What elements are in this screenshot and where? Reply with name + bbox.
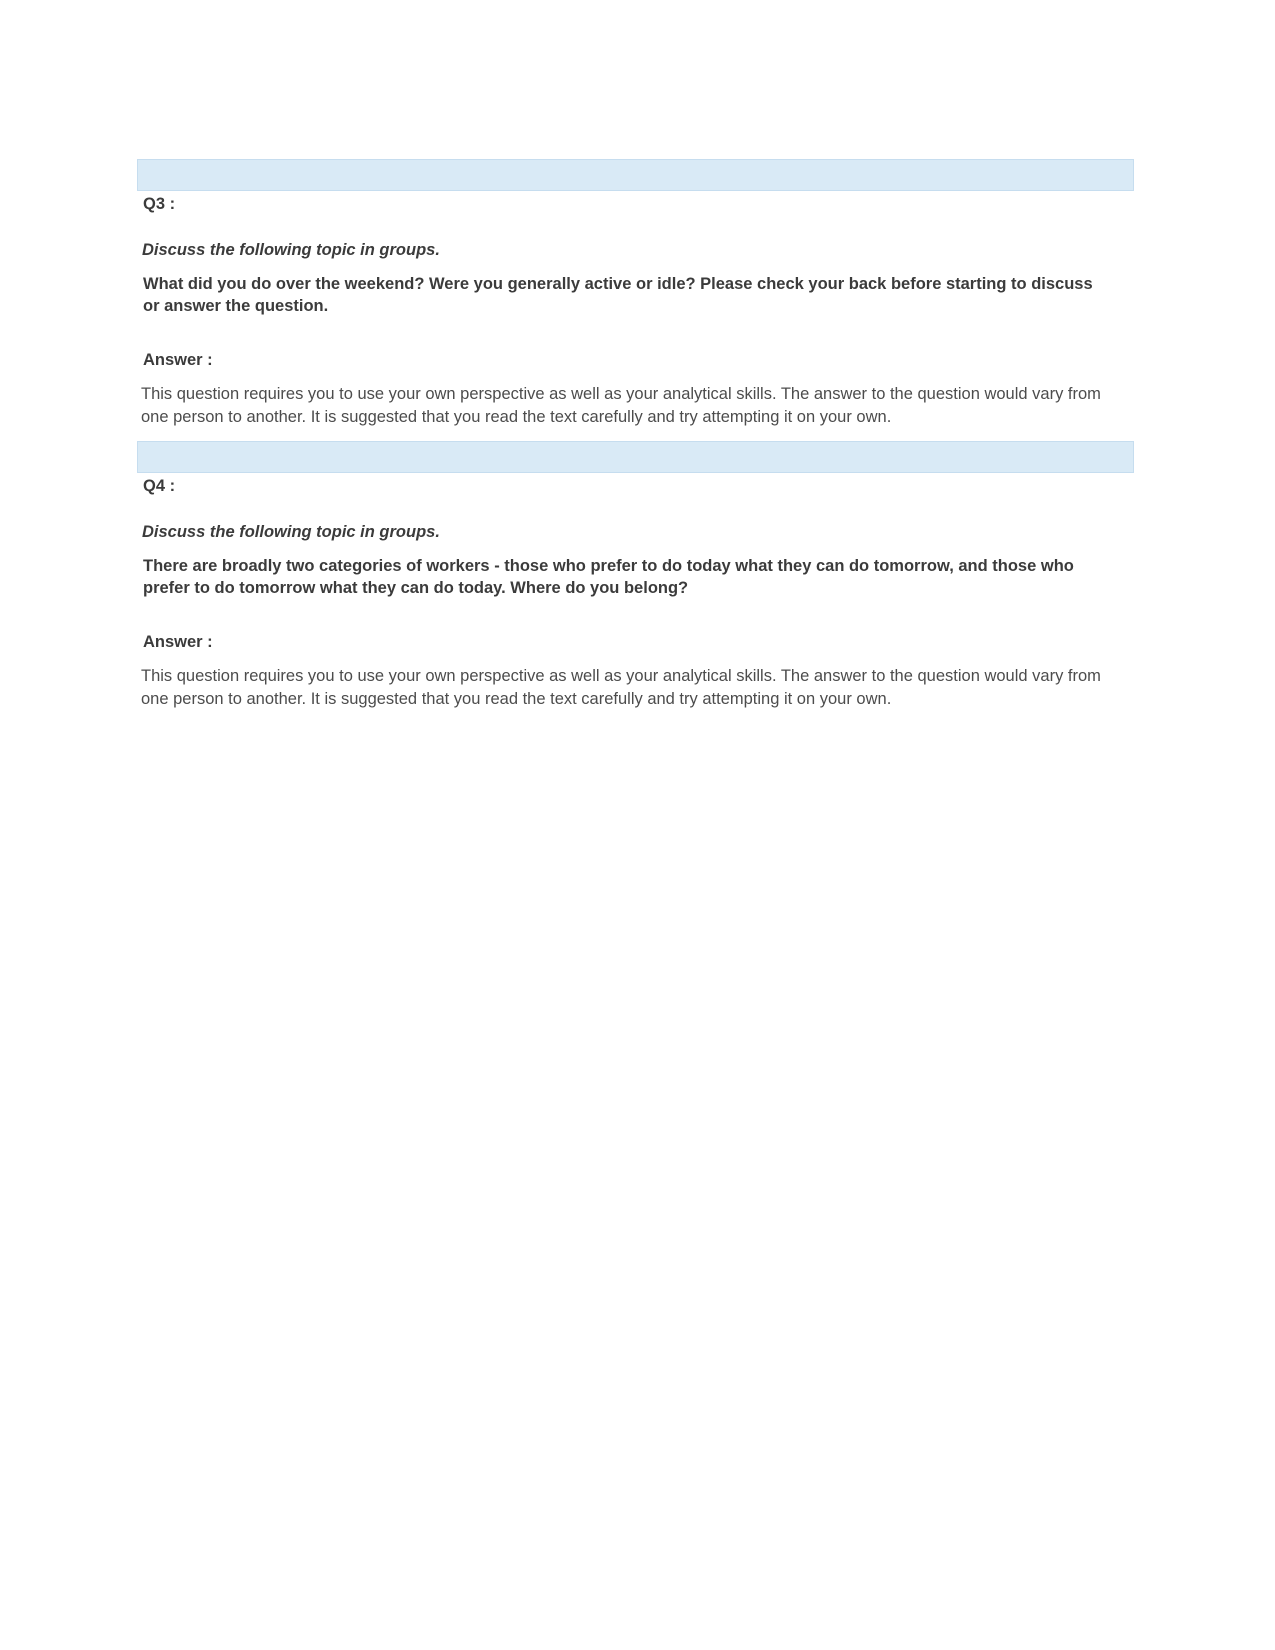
question-topic-instruction: Discuss the following topic in groups. [142, 241, 440, 259]
question-text: There are broadly two categories of workers - those who prefer to do today what they can do tomorrow, and those who prefer to do tomorrow what they can do today. Where do you belong? [143, 557, 1074, 597]
question-text: What did you do over the weekend? Were you generally active or idle? Please check your back before starting to discuss or answer the question. [143, 275, 1093, 315]
question-section-q3 [137, 159, 1134, 429]
question-number-label: Q4 : [143, 477, 176, 495]
answer-text: This question requires you to use your own perspective as well as your analytical skills. The answer to the question would vary from one person to another. It is suggested that you read the text carefully and try attempting it on your own. [141, 667, 1101, 708]
answer-heading: Answer : [143, 633, 213, 651]
question-number-label: Q3 : [143, 195, 176, 213]
question-topic-instruction: Discuss the following topic in groups. [142, 523, 440, 541]
answer-text: This question requires you to use your own perspective as well as your analytical skills. The answer to the question would vary from one person to another. It is suggested that you read the text carefully and try attempting it on your own. [141, 385, 1101, 426]
question-header-bar [137, 441, 1134, 473]
question-header-bar [137, 159, 1134, 191]
question-section-q4 [137, 441, 1134, 711]
document-page [137, 159, 1134, 723]
answer-heading: Answer : [143, 351, 213, 369]
